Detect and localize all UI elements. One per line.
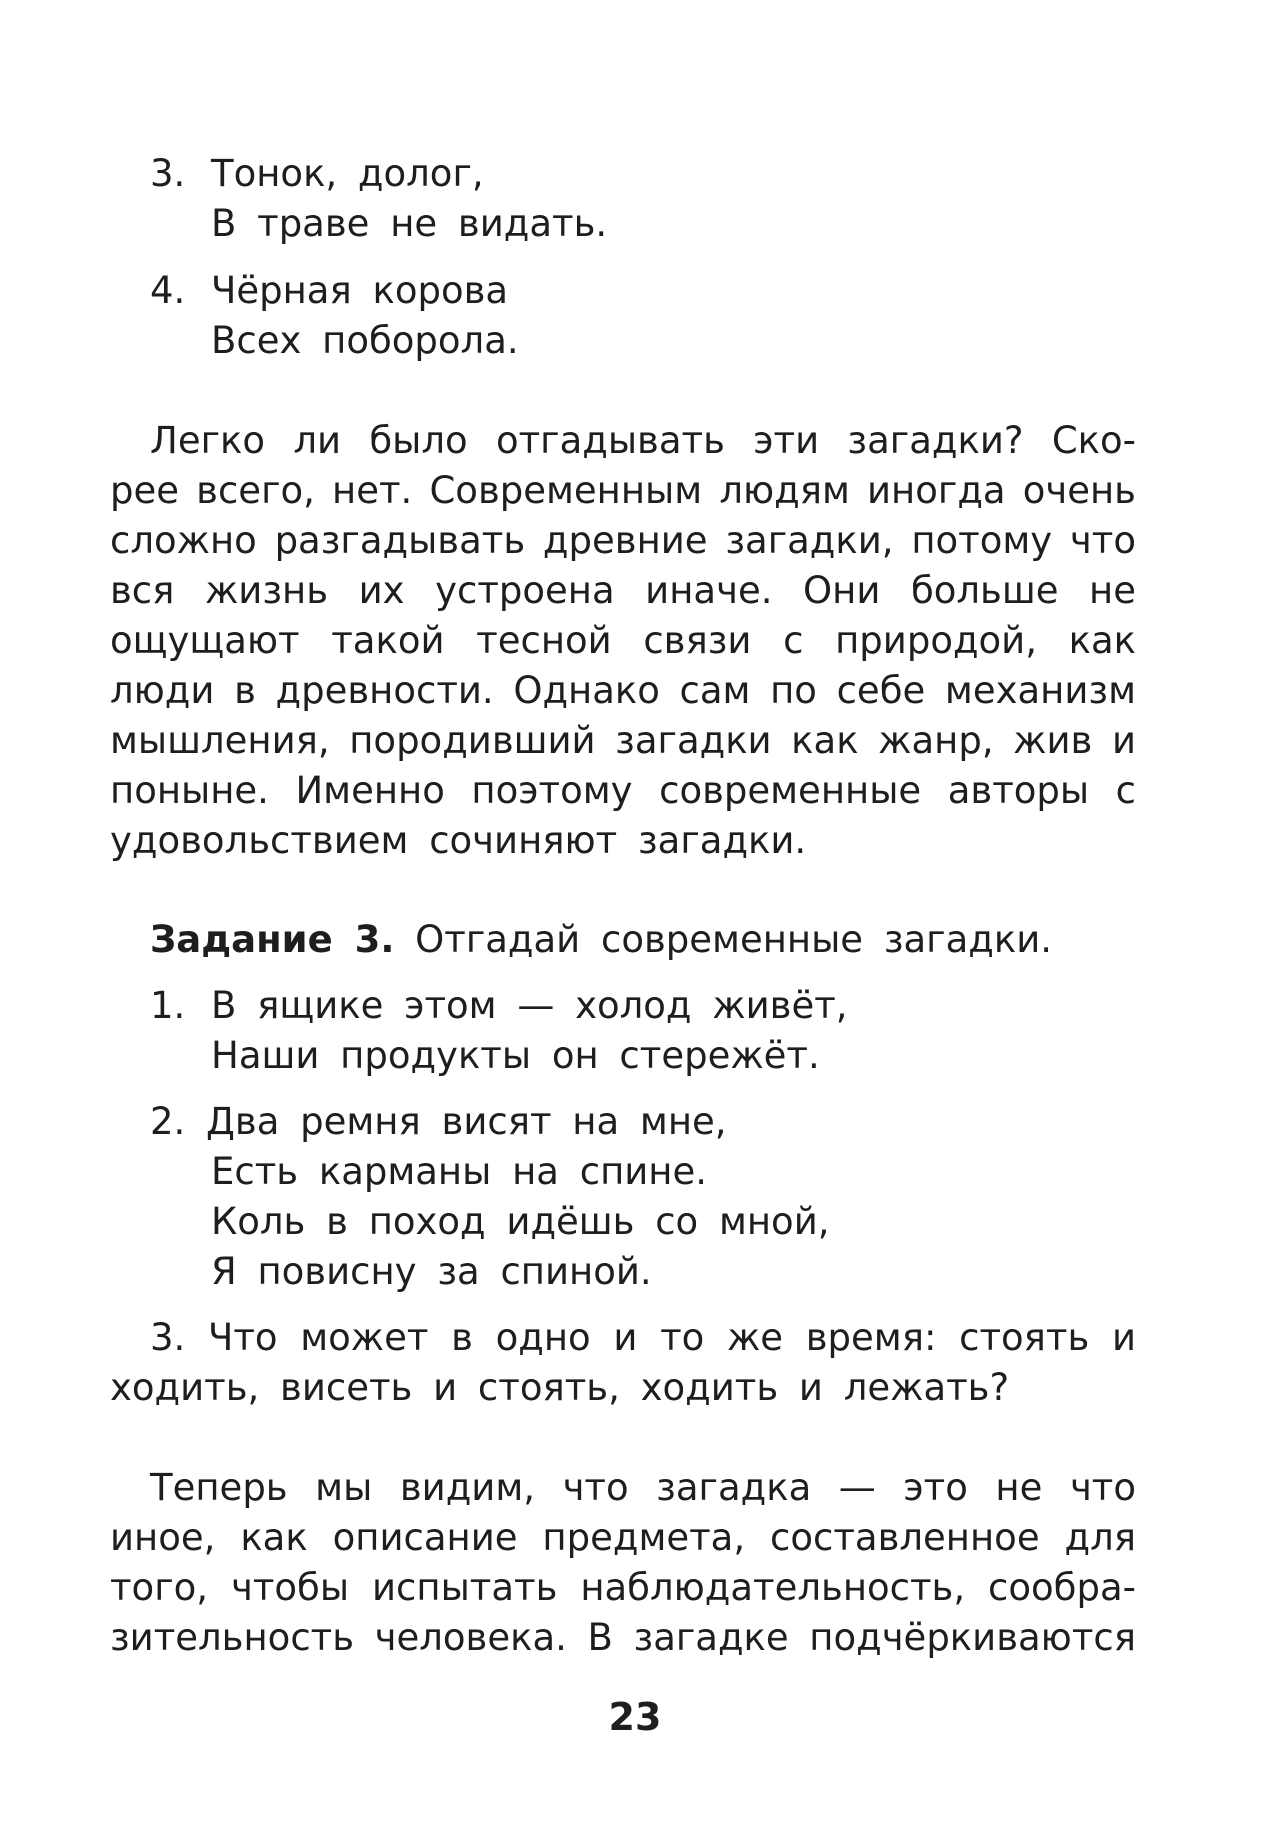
riddle-number: 3. xyxy=(150,152,186,195)
paragraph-line: иное, как описание предмета, составленное для xyxy=(110,1516,1136,1559)
riddle-line: В траве не видать. xyxy=(211,202,608,245)
paragraph-line: Теперь мы видим, что загадка — это не что xyxy=(150,1466,1136,1509)
riddle-prose-line: 3. Что может в одно и то же время: стоять и xyxy=(150,1316,1136,1359)
riddle-prose-line: ходить, висеть и стоять, ходить и лежать? xyxy=(110,1366,1010,1409)
paragraph-line: сложно разгадывать древние загадки, потому что xyxy=(110,519,1136,562)
paragraph-line: мышления, породивший загадки как жанр, жив и xyxy=(110,719,1136,762)
riddle-line: Я повисну за спиной. xyxy=(211,1250,652,1293)
paragraph-line: люди в древности. Однако сам по себе механизм xyxy=(110,669,1136,712)
page-number: 23 xyxy=(608,1695,662,1739)
riddle-line: Есть карманы на спине. xyxy=(211,1150,708,1193)
riddle-line: В ящике этом — холод живёт, xyxy=(211,984,848,1027)
paragraph-line: Легко ли было отгадывать эти загадки? Ско- xyxy=(150,419,1136,462)
riddle-number: 2. xyxy=(150,1100,186,1143)
riddle-line: Наши продукты он стережёт. xyxy=(211,1034,820,1077)
paragraph-line: удовольствием сочиняют загадки. xyxy=(110,819,807,862)
paragraph-line: того, чтобы испытать наблюдательность, сообра- xyxy=(110,1566,1136,1609)
task-heading xyxy=(150,915,1052,965)
paragraph-line: зительность человека. В загадке подчёркиваются xyxy=(110,1616,1136,1659)
riddle-number: 4. xyxy=(150,269,186,312)
riddle-line: Всех поборола. xyxy=(211,319,519,362)
riddle-line: Тонок, долог, xyxy=(211,152,484,195)
task-text: Отгадай современные загадки. xyxy=(415,918,1053,961)
paragraph-line: вся жизнь их устроена иначе. Они больше не xyxy=(110,569,1136,612)
riddle-line: Коль в поход идёшь со мной, xyxy=(211,1200,830,1243)
paragraph-line: поныне. Именно поэтому современные авторы с xyxy=(110,769,1136,812)
paragraph-line: ощущают такой тесной связи с природой, как xyxy=(110,619,1136,662)
task-label: Задание 3. xyxy=(150,918,395,961)
riddle-number: 1. xyxy=(150,984,186,1027)
riddle-line: Чёрная корова xyxy=(211,269,509,312)
paragraph-line: рее всего, нет. Современным людям иногда очень xyxy=(110,469,1136,512)
riddle-line: Два ремня висят на мне, xyxy=(206,1100,727,1143)
